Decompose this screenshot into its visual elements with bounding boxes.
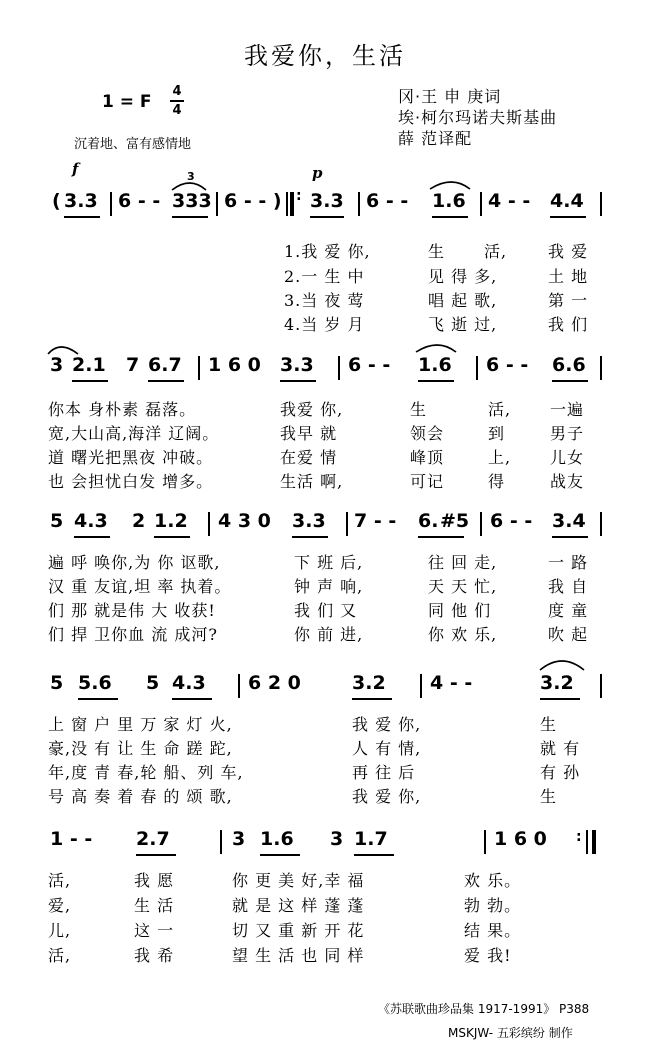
note-group: 6. (418, 510, 439, 532)
note-group: 1.2 (154, 510, 188, 532)
time-signature: 4 4 (170, 84, 184, 118)
note-group: 1.6 (432, 190, 466, 212)
triplet-mark: 3 (187, 170, 195, 183)
lyric-line: 2.一 生 中 见 得 多, 土 地 (284, 267, 589, 286)
note-group: 4.4 (550, 190, 584, 212)
repeat-dots: : (576, 829, 582, 845)
lyric-line: 们 那 就是伟 大 收获! 我 们 又 同 他 们 度 童 (48, 601, 589, 620)
lyric-line: 1.我 爱 你, 生 活, 我 爱 (284, 242, 589, 261)
note-group: 1 - - (50, 828, 93, 850)
repeat-dots: : (296, 188, 302, 204)
note-group: 3.3 (64, 190, 98, 212)
note-group: 6 - - ) (224, 190, 282, 212)
slur (172, 183, 206, 190)
note-group: 4.3 (74, 510, 108, 532)
lyric-line: 爱, 生 活 就 是 这 样 蓬 蓬 勃 勃。 (48, 896, 522, 915)
source-citation: 《苏联歌曲珍品集 1917-1991》 P388 (378, 1002, 590, 1016)
note-group: 333 (172, 190, 212, 212)
note-group: #5 (440, 510, 470, 532)
note-group: 6 - - (490, 510, 533, 532)
note-group: 3.2 (540, 672, 574, 694)
note-group: 2.7 (136, 828, 170, 850)
note-group: 1 6 0 (494, 828, 547, 850)
lyric-line: 你本 身朴素 磊落。 我爱 你, 生 活, 一遍 (48, 400, 585, 419)
slur (416, 345, 456, 352)
lyricist-credit: 冈·王 申 庚词 (398, 87, 502, 106)
lyric-line: 道 曙光把黑夜 冲破。 在爱 情 峰顶 上, 儿女 (48, 448, 585, 467)
note-group: 4 - - (430, 672, 473, 694)
note-group: 4.3 (172, 672, 206, 694)
maker-credit: MSKJW- 五彩缤纷 制作 (448, 1026, 573, 1040)
lyric-line: 活, 我 希 望 生 活 也 同 样 爱 我! (48, 946, 512, 965)
lyric-line: 活, 我 愿 你 更 美 好,幸 福 欢 乐。 (48, 871, 522, 890)
slur (540, 661, 584, 670)
lyric-line: 豪,没 有 让 生 命 蹉 跎, 人 有 情, 就 有 (48, 739, 581, 758)
note-group: 6 - - (366, 190, 409, 212)
note-group: 3.3 (310, 190, 344, 212)
note-group: 3.2 (352, 672, 386, 694)
note-group: 2 (132, 510, 146, 532)
lyric-line: 上 窗 户 里 万 家 灯 火, 我 爱 你, 生 (48, 715, 558, 734)
tempo-marking: 沉着地、富有感情地 (74, 137, 192, 152)
lyric-line: 儿, 这 一 切 又 重 新 开 花 结 果。 (48, 921, 522, 940)
note-group: 6.7 (148, 354, 182, 376)
slur (430, 182, 470, 189)
note-group: 5 (50, 672, 64, 694)
lyric-line: 汉 重 友谊,坦 率 执着。 钟 声 响, 天 天 忙, 我 自 (48, 577, 589, 596)
note-group: 1.6 (418, 354, 452, 376)
lyric-line: 3.当 夜 莺 唱 起 歌, 第 一 (284, 291, 589, 310)
note-group: 6.6 (552, 354, 586, 376)
note-group: 3 (50, 354, 64, 376)
note-group: 5 (146, 672, 160, 694)
note-group: 7 - - (354, 510, 397, 532)
song-title: 我爱你，生活 (244, 42, 406, 70)
note-group: 3.3 (292, 510, 326, 532)
lyric-line: 4.当 岁 月 飞 逝 过, 我 们 (284, 315, 589, 334)
note-group: 3 (330, 828, 344, 850)
note-group: 1.7 (354, 828, 388, 850)
note-group: 3.4 (552, 510, 586, 532)
dynamic-piano: p (312, 164, 323, 182)
note-group: 3 (232, 828, 246, 850)
lyric-line: 遍 呼 唤你,为 你 讴歌, 下 班 后, 往 回 走, 一 路 (48, 553, 589, 572)
note-group: 6 2 0 (248, 672, 301, 694)
note-group: 4 - - (488, 190, 531, 212)
note-group: 4 3 0 (218, 510, 271, 532)
composer-credit: 埃·柯尔玛诺夫斯基曲 (398, 108, 558, 127)
note-group: 6 - - (348, 354, 391, 376)
note-group: 6 - - (118, 190, 161, 212)
note-group: 1 6 0 (208, 354, 261, 376)
note-group: 3.3 (280, 354, 314, 376)
note-group: 5 (50, 510, 64, 532)
note-group: 2.1 (72, 354, 106, 376)
slur (48, 347, 78, 354)
lyric-line: 年,度 青 春,轮 船、列 车, 再 往 后 有 孙 (48, 763, 581, 782)
intro-bracket: ( (52, 190, 61, 212)
dynamic-forte: f (72, 160, 79, 178)
note-group: 6 - - (486, 354, 529, 376)
key-signature: 1 = F (102, 92, 152, 112)
translator-credit: 薛 范译配 (398, 129, 473, 148)
lyric-line: 们 捍 卫你血 流 成河? 你 前 进, 你 欢 乐, 吹 起 (48, 625, 589, 644)
lyric-line: 号 高 奏 着 春 的 颂 歌, 我 爱 你, 生 (48, 787, 558, 806)
note-group: 7 (126, 354, 140, 376)
note-group: 1.6 (260, 828, 294, 850)
lyric-line: 宽,大山高,海洋 辽阔。 我早 就 领会 到 男子 (48, 424, 585, 443)
lyric-line: 也 会担忧白发 增多。 生活 啊, 可记 得 战友 (48, 472, 585, 491)
note-group: 5.6 (78, 672, 112, 694)
